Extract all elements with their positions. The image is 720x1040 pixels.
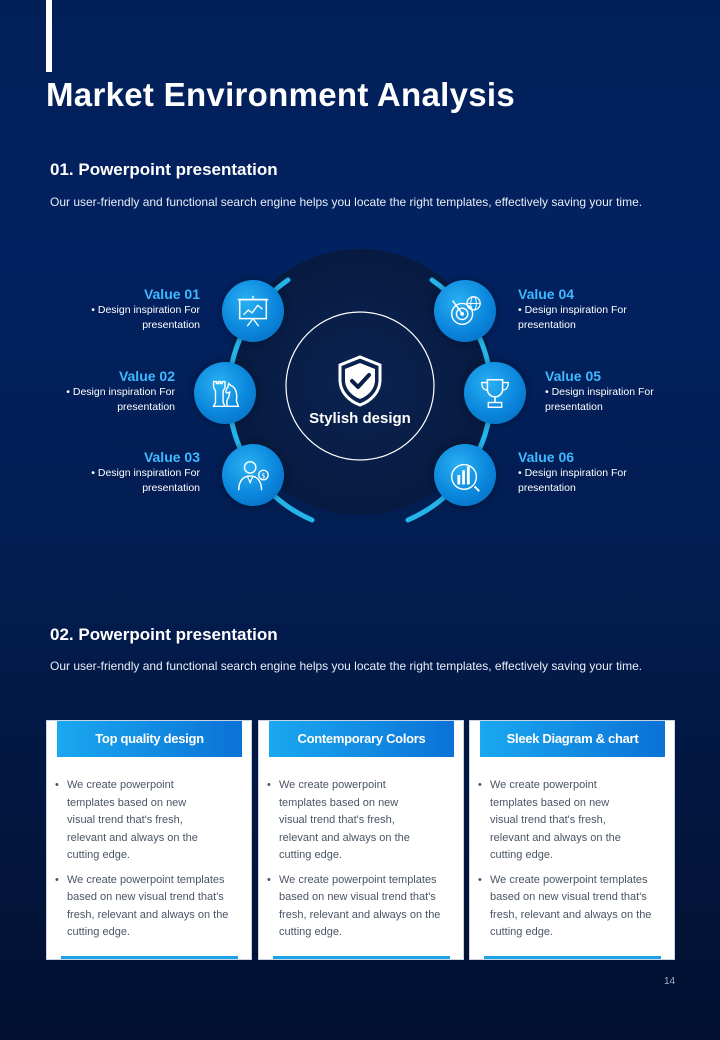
value-01-title: Value 01 bbox=[143, 286, 200, 302]
value-05-desc-text: Design inspiration For presentation bbox=[545, 386, 654, 413]
card-3-bullet-2: • We create powerpoint templates based on new visual trend that's fresh, relevant and always on the cutting edge. bbox=[478, 872, 668, 942]
values-diagram bbox=[0, 248, 720, 538]
card-2-bullet-2: • We create powerpoint templates based on new visual trend that's fresh, relevant and always on the cutting edge. bbox=[267, 872, 457, 942]
page-number: 14 bbox=[664, 976, 676, 987]
value-04-text bbox=[518, 286, 643, 333]
card-3-title: Sleek Diagram & chart bbox=[480, 721, 665, 757]
value-04-node bbox=[434, 280, 496, 342]
feature-cards bbox=[46, 720, 676, 960]
trophy-icon bbox=[476, 374, 514, 412]
svg-text:$: $ bbox=[261, 471, 266, 480]
businessman-money-icon bbox=[234, 456, 272, 494]
chess-pieces-icon bbox=[206, 374, 244, 412]
card-1-footer-bar bbox=[61, 956, 238, 959]
value-05-desc: • Design inspiration For presentation bbox=[545, 386, 654, 413]
value-03-desc: • Design inspiration For presentation bbox=[91, 467, 200, 494]
presentation-board-icon bbox=[234, 292, 272, 330]
card-3-bullet-1: • We create powerpoint templates based on new visual trend that's fresh, relevant and always on the cutting edge. bbox=[478, 777, 668, 865]
value-03-text bbox=[40, 449, 200, 496]
value-01-desc: • Design inspiration For presentation bbox=[91, 304, 200, 331]
card-contemporary-colors bbox=[258, 720, 464, 960]
value-06-desc-text: Design inspiration For presentation bbox=[518, 467, 627, 494]
value-04-desc: • Design inspiration For presentation bbox=[518, 304, 627, 331]
card-1-bullet-1: • We create powerpoint templates based on new visual trend that's fresh, relevant and always on the cutting edge. bbox=[55, 777, 245, 865]
target-globe-icon bbox=[446, 292, 484, 330]
page-title: Market Environment Analysis bbox=[46, 76, 516, 113]
value-06-text bbox=[518, 449, 643, 496]
card-1-title: Top quality design bbox=[57, 721, 242, 757]
card-3-footer-bar bbox=[484, 956, 661, 959]
value-02-text bbox=[15, 368, 175, 415]
value-05-title: Value 05 bbox=[545, 368, 602, 384]
value-05-node bbox=[464, 362, 526, 424]
value-01-text bbox=[40, 286, 200, 333]
value-02-title: Value 02 bbox=[118, 368, 175, 384]
value-03-desc-text: Design inspiration For presentation bbox=[97, 467, 200, 494]
value-03-title: Value 03 bbox=[143, 449, 200, 465]
card-2-footer-bar bbox=[273, 956, 450, 959]
value-06-node bbox=[434, 444, 496, 506]
card-2-title: Contemporary Colors bbox=[269, 721, 454, 757]
section-2-title: 02. Powerpoint presentation bbox=[50, 625, 278, 644]
value-02-node bbox=[194, 362, 256, 424]
title-accent-bar bbox=[46, 0, 52, 72]
value-01-desc-text: Design inspiration For presentation bbox=[97, 304, 200, 331]
value-06-title: Value 06 bbox=[518, 449, 575, 465]
growth-chart-icon bbox=[446, 456, 484, 494]
value-04-desc-text: Design inspiration For presentation bbox=[518, 304, 627, 331]
card-3-bullets bbox=[478, 777, 668, 949]
value-06-desc: • Design inspiration For presentation bbox=[518, 467, 627, 494]
card-2-bullet-1: • We create powerpoint templates based on new visual trend that's fresh, relevant and always on the cutting edge. bbox=[267, 777, 457, 865]
section-1-text: Our user-friendly and functional search engine helps you locate the right templates, effectively saving your time. bbox=[50, 195, 643, 209]
shield-check-icon bbox=[335, 354, 385, 408]
value-03-node bbox=[222, 444, 284, 506]
card-2-bullets bbox=[267, 777, 457, 949]
card-sleek-diagram bbox=[469, 720, 675, 960]
value-02-desc: • Design inspiration For presentation bbox=[66, 386, 175, 413]
card-1-bullets bbox=[55, 777, 245, 949]
value-01-node bbox=[222, 280, 284, 342]
center-label: Stylish design bbox=[309, 410, 411, 427]
value-04-title: Value 04 bbox=[518, 286, 575, 302]
value-02-desc-text: Design inspiration For presentation bbox=[72, 386, 175, 413]
section-2-text: Our user-friendly and functional search engine helps you locate the right templates, effectively saving your time. bbox=[50, 659, 643, 673]
value-05-text bbox=[545, 368, 670, 415]
section-1-title: 01. Powerpoint presentation bbox=[50, 160, 278, 179]
card-top-quality bbox=[46, 720, 252, 960]
card-1-bullet-2: • We create powerpoint templates based on new visual trend that's fresh, relevant and always on the cutting edge. bbox=[55, 872, 245, 942]
